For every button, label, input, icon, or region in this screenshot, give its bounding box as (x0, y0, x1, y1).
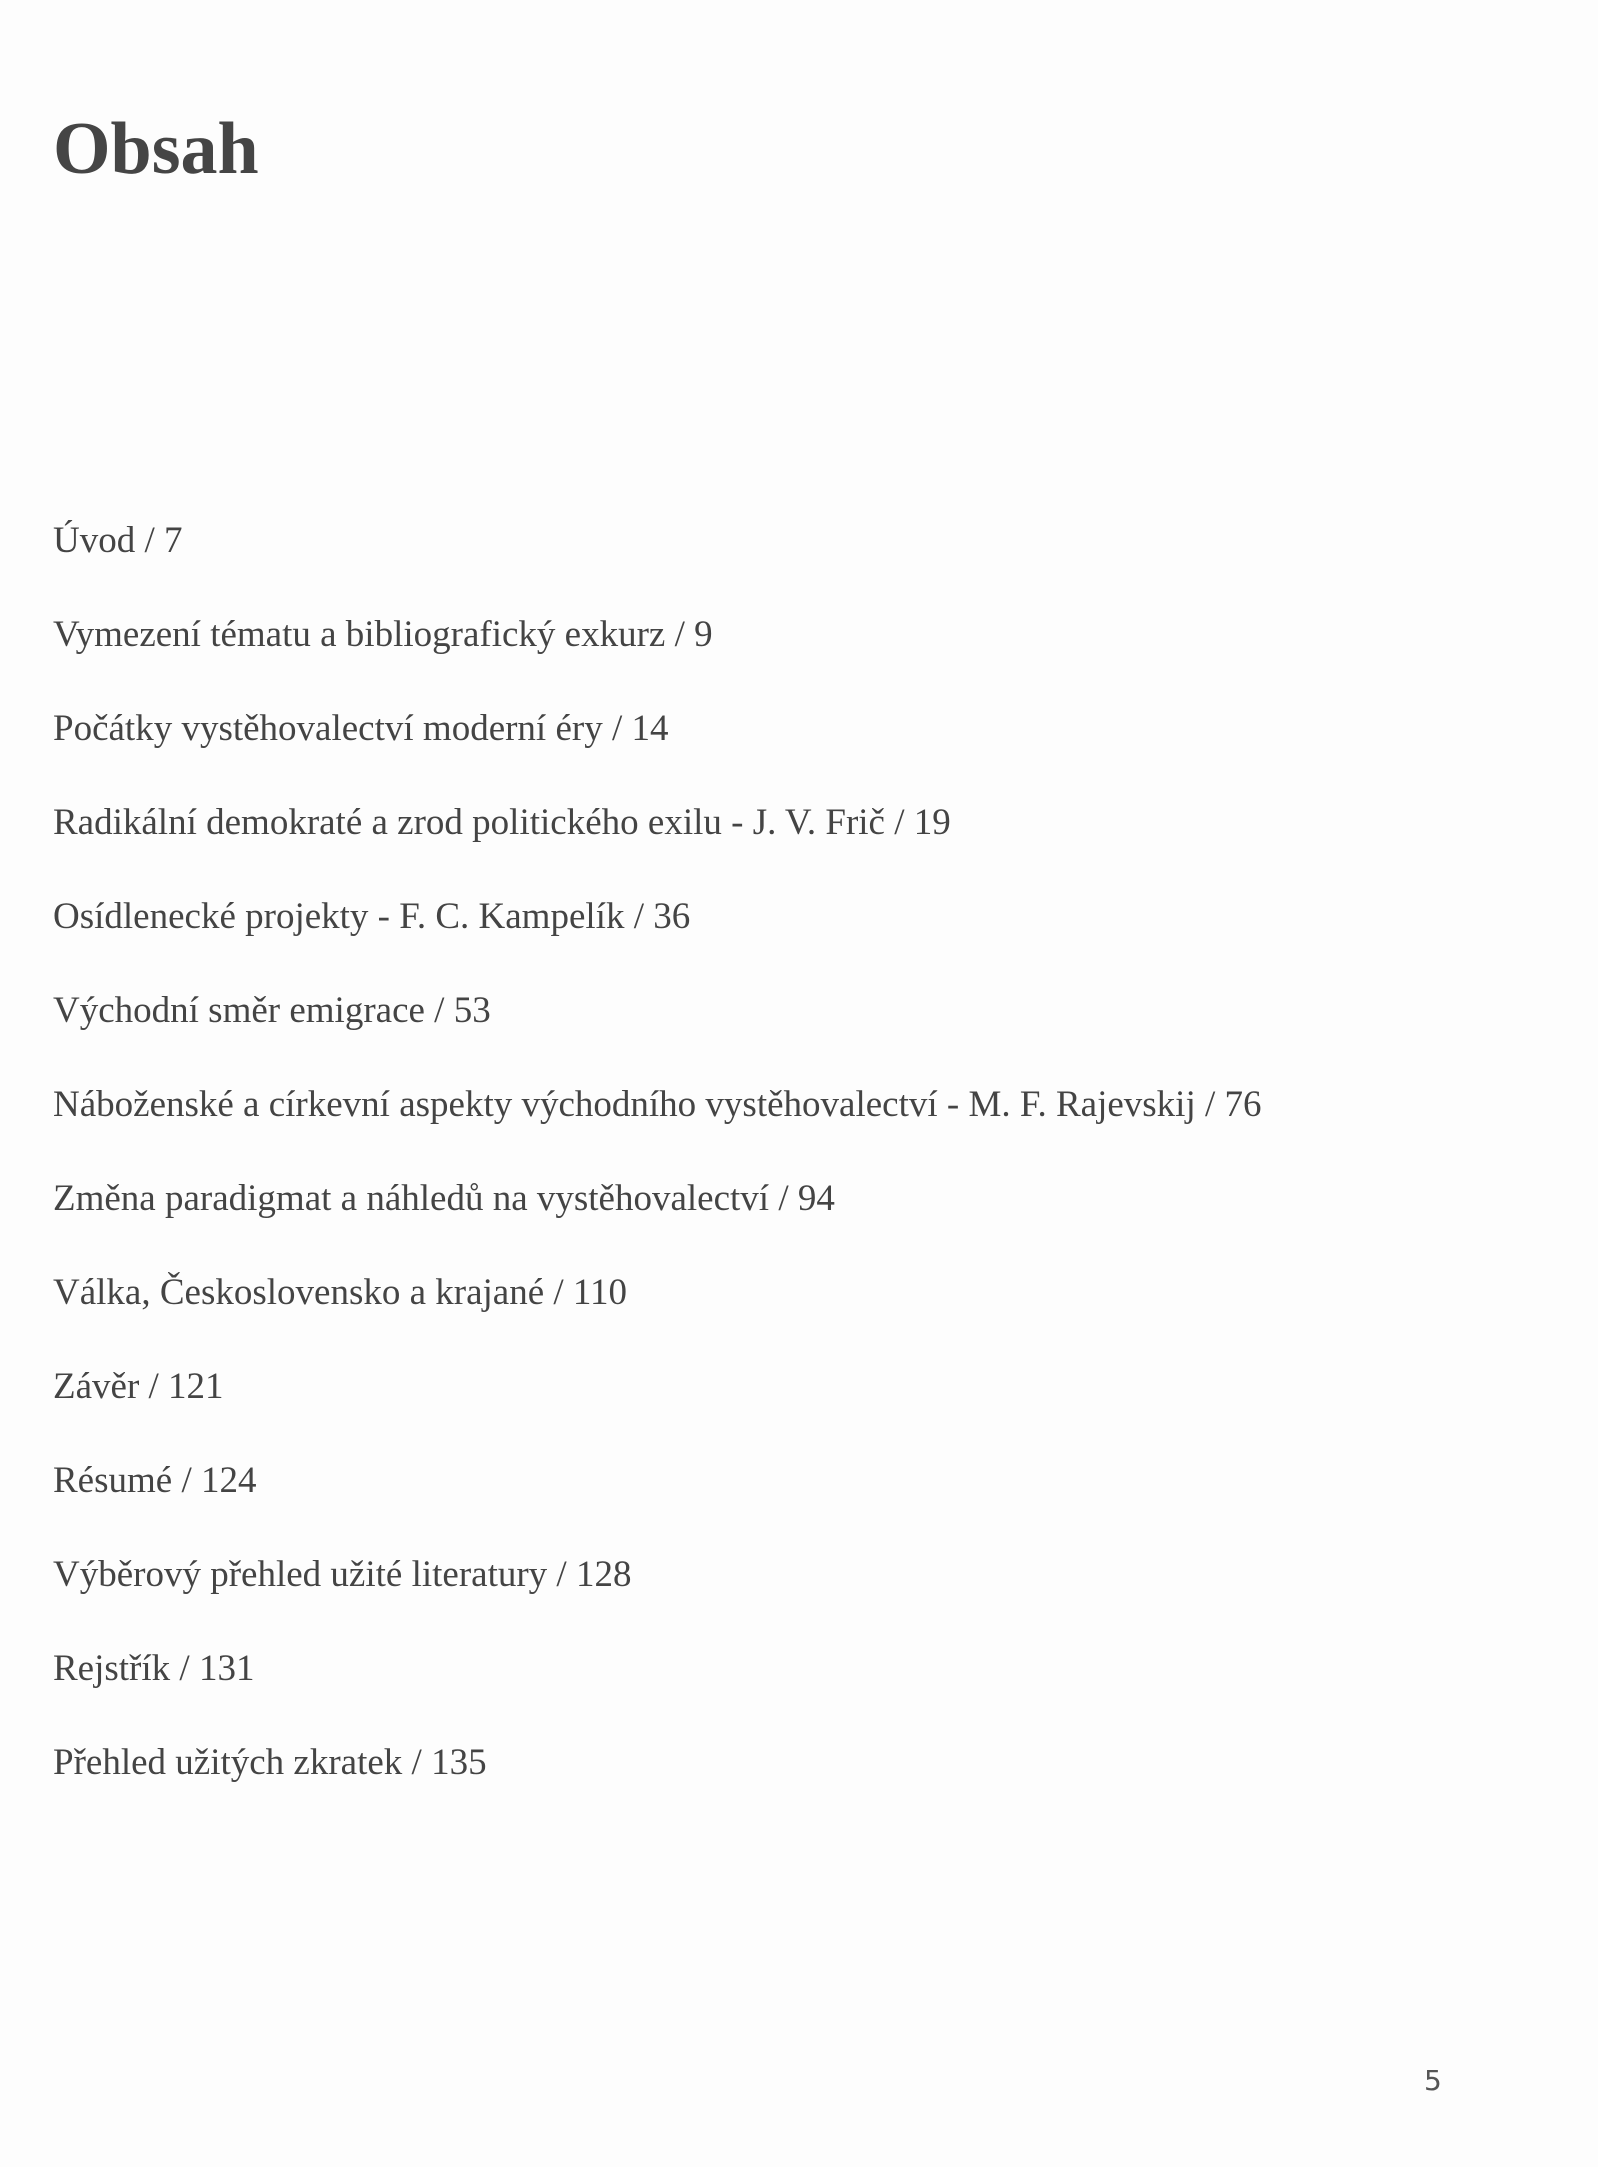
toc-entry: Změna paradigmat a náhledů na vystěhovalectví / 94 (53, 1178, 835, 1219)
toc-entry: Radikální demokraté a zrod politického exilu - J. V. Frič / 19 (53, 802, 951, 843)
toc-entry: Rejstřík / 131 (53, 1648, 255, 1689)
toc-entry: Počátky vystěhovalectví moderní éry / 14 (53, 708, 669, 749)
page-title: Obsah (53, 108, 259, 190)
toc-entry: Náboženské a církevní aspekty východního vystěhovalectví - M. F. Rajevskij / 76 (53, 1084, 1262, 1125)
toc-entry: Résumé / 124 (53, 1460, 257, 1501)
toc-entry: Úvod / 7 (53, 520, 183, 561)
toc-entry: Východní směr emigrace / 53 (53, 990, 491, 1031)
toc-entry: Vymezení tématu a bibliografický exkurz / 9 (53, 614, 713, 655)
toc-entry: Válka, Československo a krajané / 110 (53, 1272, 628, 1313)
toc-entry: Přehled užitých zkratek / 135 (53, 1742, 487, 1783)
toc-entry: Výběrový přehled užité literatury / 128 (53, 1554, 632, 1595)
toc-entry: Osídlenecké projekty - F. C. Kampelík / 36 (53, 896, 691, 937)
table-of-contents (53, 494, 1262, 1810)
toc-entry: Závěr / 121 (53, 1366, 224, 1407)
page-number: 5 (1424, 2064, 1442, 2097)
